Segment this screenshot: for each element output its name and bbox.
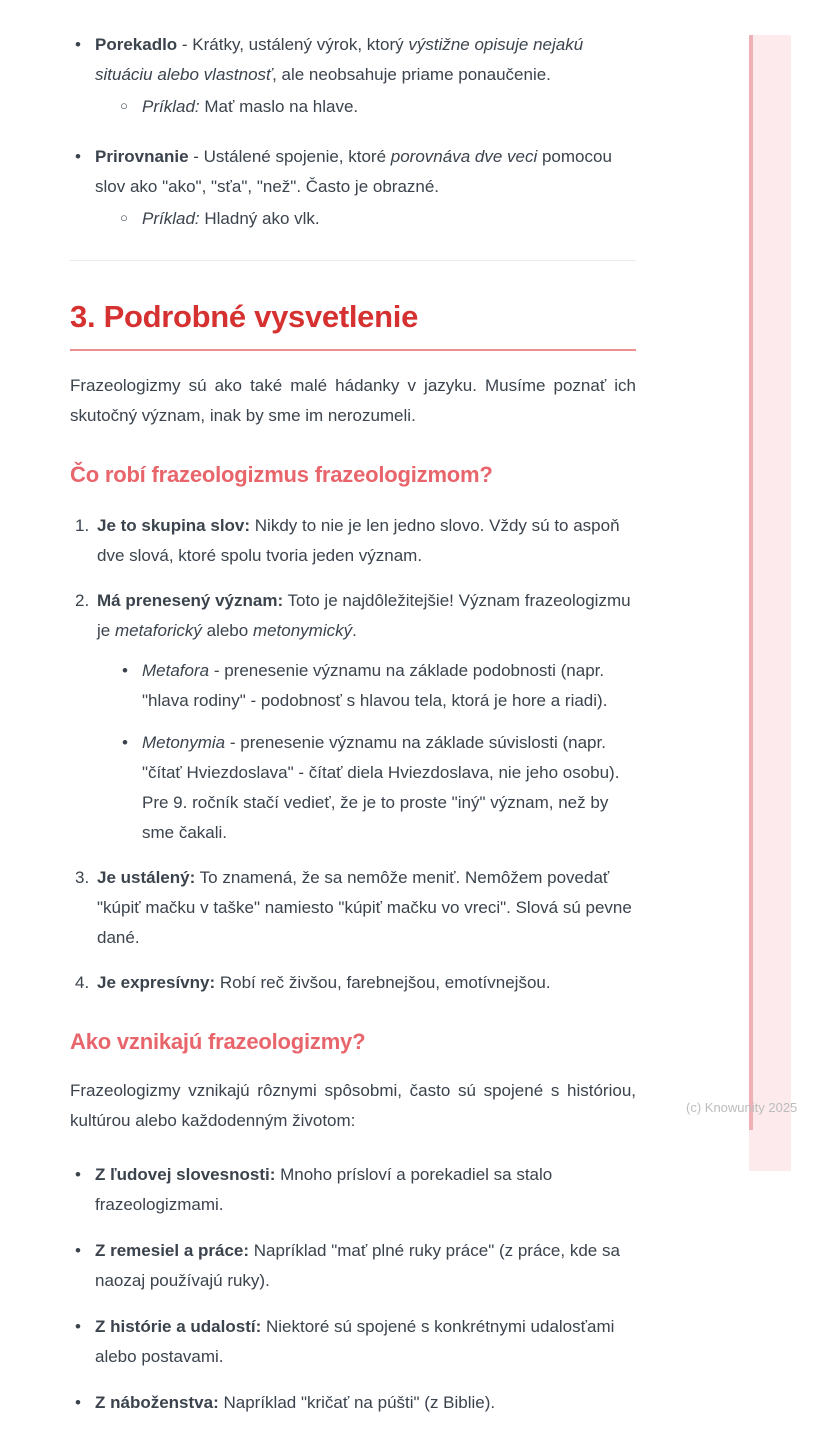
section-divider — [70, 260, 636, 261]
ordered-item-text: Je expresívny: Robí reč živšou, farebnejšou, emotívnejšou. — [97, 973, 551, 992]
example-list — [117, 204, 636, 234]
example-item — [117, 92, 636, 122]
intro-list — [70, 30, 636, 234]
ordered-item-number: 2. — [75, 591, 90, 610]
origins-intro-paragraph: Frazeologizmy vznikajú rôznymi spôsobmi, často sú spojené s históriou, kultúrou alebo každodenným životom: — [70, 1081, 636, 1130]
list-item-prirovnanie — [70, 142, 636, 234]
ordered-item-number: 1. — [75, 516, 90, 535]
example-text: Príklad: Mať maslo na hlave. — [142, 97, 359, 116]
nested-bullet-list — [117, 656, 636, 848]
list-item-text: Z náboženstva: Napríklad "kričať na púšti" (z Biblie). — [95, 1393, 496, 1412]
example-item — [117, 204, 636, 234]
nested-item-metonymia — [117, 728, 636, 848]
bullet-disc-icon: • — [75, 1317, 81, 1336]
ordered-item-1 — [70, 511, 636, 571]
example-text: Príklad: Hladný ako vlk. — [142, 209, 320, 228]
nested-item-metafora — [117, 656, 636, 716]
ordered-item-text: Je ustálený: To znamená, že sa nemôže meniť. Nemôžem povedať "kúpiť mačku v taške" namiesto "kúpiť mačku vo vreci". Slová sú pevne dané. — [97, 868, 632, 947]
list-item-text: Porekadlo - Krátky, ustálený výrok, ktorý výstižne opisuje nejakú situáciu alebo vlastnosť, ale neobsahuje priame ponaučenie. — [95, 35, 584, 84]
content-area — [70, 30, 636, 1434]
subsection-heading-definition: Čo robí frazeologizmus frazeologizmom? — [70, 462, 493, 487]
list-item-text: Z remesiel a práce: Napríklad "mať plné ruky práce" (z práce, kde sa naozaj používajú ruky). — [95, 1241, 620, 1290]
origins-item-history — [70, 1312, 636, 1372]
ordered-item-4 — [70, 968, 636, 998]
origins-list — [70, 1160, 636, 1418]
explanation-ordered-list — [70, 511, 636, 998]
origins-item-religion — [70, 1388, 636, 1418]
bullet-disc-icon: • — [122, 661, 128, 680]
ordered-item-number: 3. — [75, 868, 90, 887]
side-stripe-edge — [749, 35, 753, 1130]
bullet-disc-icon: • — [122, 733, 128, 752]
origins-item-folklore — [70, 1160, 636, 1220]
side-stripe — [749, 35, 791, 1171]
subsection-heading-origins: Ako vznikajú frazeologizmy? — [70, 1029, 366, 1054]
nested-item-text: Metonymia - prenesenie významu na základe súvislosti (napr. "čítať Hviezdoslava" - čítať diela Hviezdoslava, nie jeho osobu). Pre 9. ročník stačí vedieť, že je to proste "iný" význam, než by sme čakali. — [142, 733, 620, 842]
ordered-item-number: 4. — [75, 973, 90, 992]
example-list — [117, 92, 636, 122]
list-item-porekadlo — [70, 30, 636, 122]
origins-item-crafts — [70, 1236, 636, 1296]
ordered-item-text: Má prenesený význam: Toto je najdôležitejšie! Význam frazeologizmu je metaforický alebo metonymický. — [97, 591, 631, 640]
bullet-disc-icon: • — [75, 147, 81, 166]
section-heading: 3. Podrobné vysvetlenie — [70, 299, 636, 351]
watermark: (c) Knowunity 2025 — [686, 1100, 798, 1115]
ordered-item-text: Je to skupina slov: Nikdy to nie je len jedno slovo. Vždy sú to aspoň dve slová, ktoré spolu tvoria jeden význam. — [97, 516, 620, 565]
bullet-disc-icon: • — [75, 1165, 81, 1184]
ordered-item-2 — [70, 586, 636, 848]
bullet-circle-icon: ○ — [120, 210, 128, 225]
nested-item-text: Metafora - prenesenie významu na základe podobnosti (napr. "hlava rodiny" - podobnosť s hlavou tela, ktorá je hore a riadi). — [142, 661, 608, 710]
list-item-text: Z ľudovej slovesnosti: Mnoho prísloví a porekadiel sa stalo frazeologizmami. — [95, 1165, 553, 1214]
bullet-circle-icon: ○ — [120, 98, 128, 113]
ordered-item-3 — [70, 863, 636, 953]
list-item-text: Z histórie a udalostí: Niektoré sú spojené s konkrétnymi udalosťami alebo postavami. — [95, 1317, 615, 1366]
bullet-disc-icon: • — [75, 1241, 81, 1260]
section-intro-paragraph: Frazeologizmy sú ako také malé hádanky v jazyku. Musíme poznať ich skutočný význam, inak by sme im nerozumeli. — [70, 376, 636, 425]
bullet-disc-icon: • — [75, 35, 81, 54]
list-item-text: Prirovnanie - Ustálené spojenie, ktoré porovnáva dve veci pomocou slov ako "ako", "sťa", "než". Často je obrazné. — [95, 147, 612, 196]
bullet-disc-icon: • — [75, 1393, 81, 1412]
